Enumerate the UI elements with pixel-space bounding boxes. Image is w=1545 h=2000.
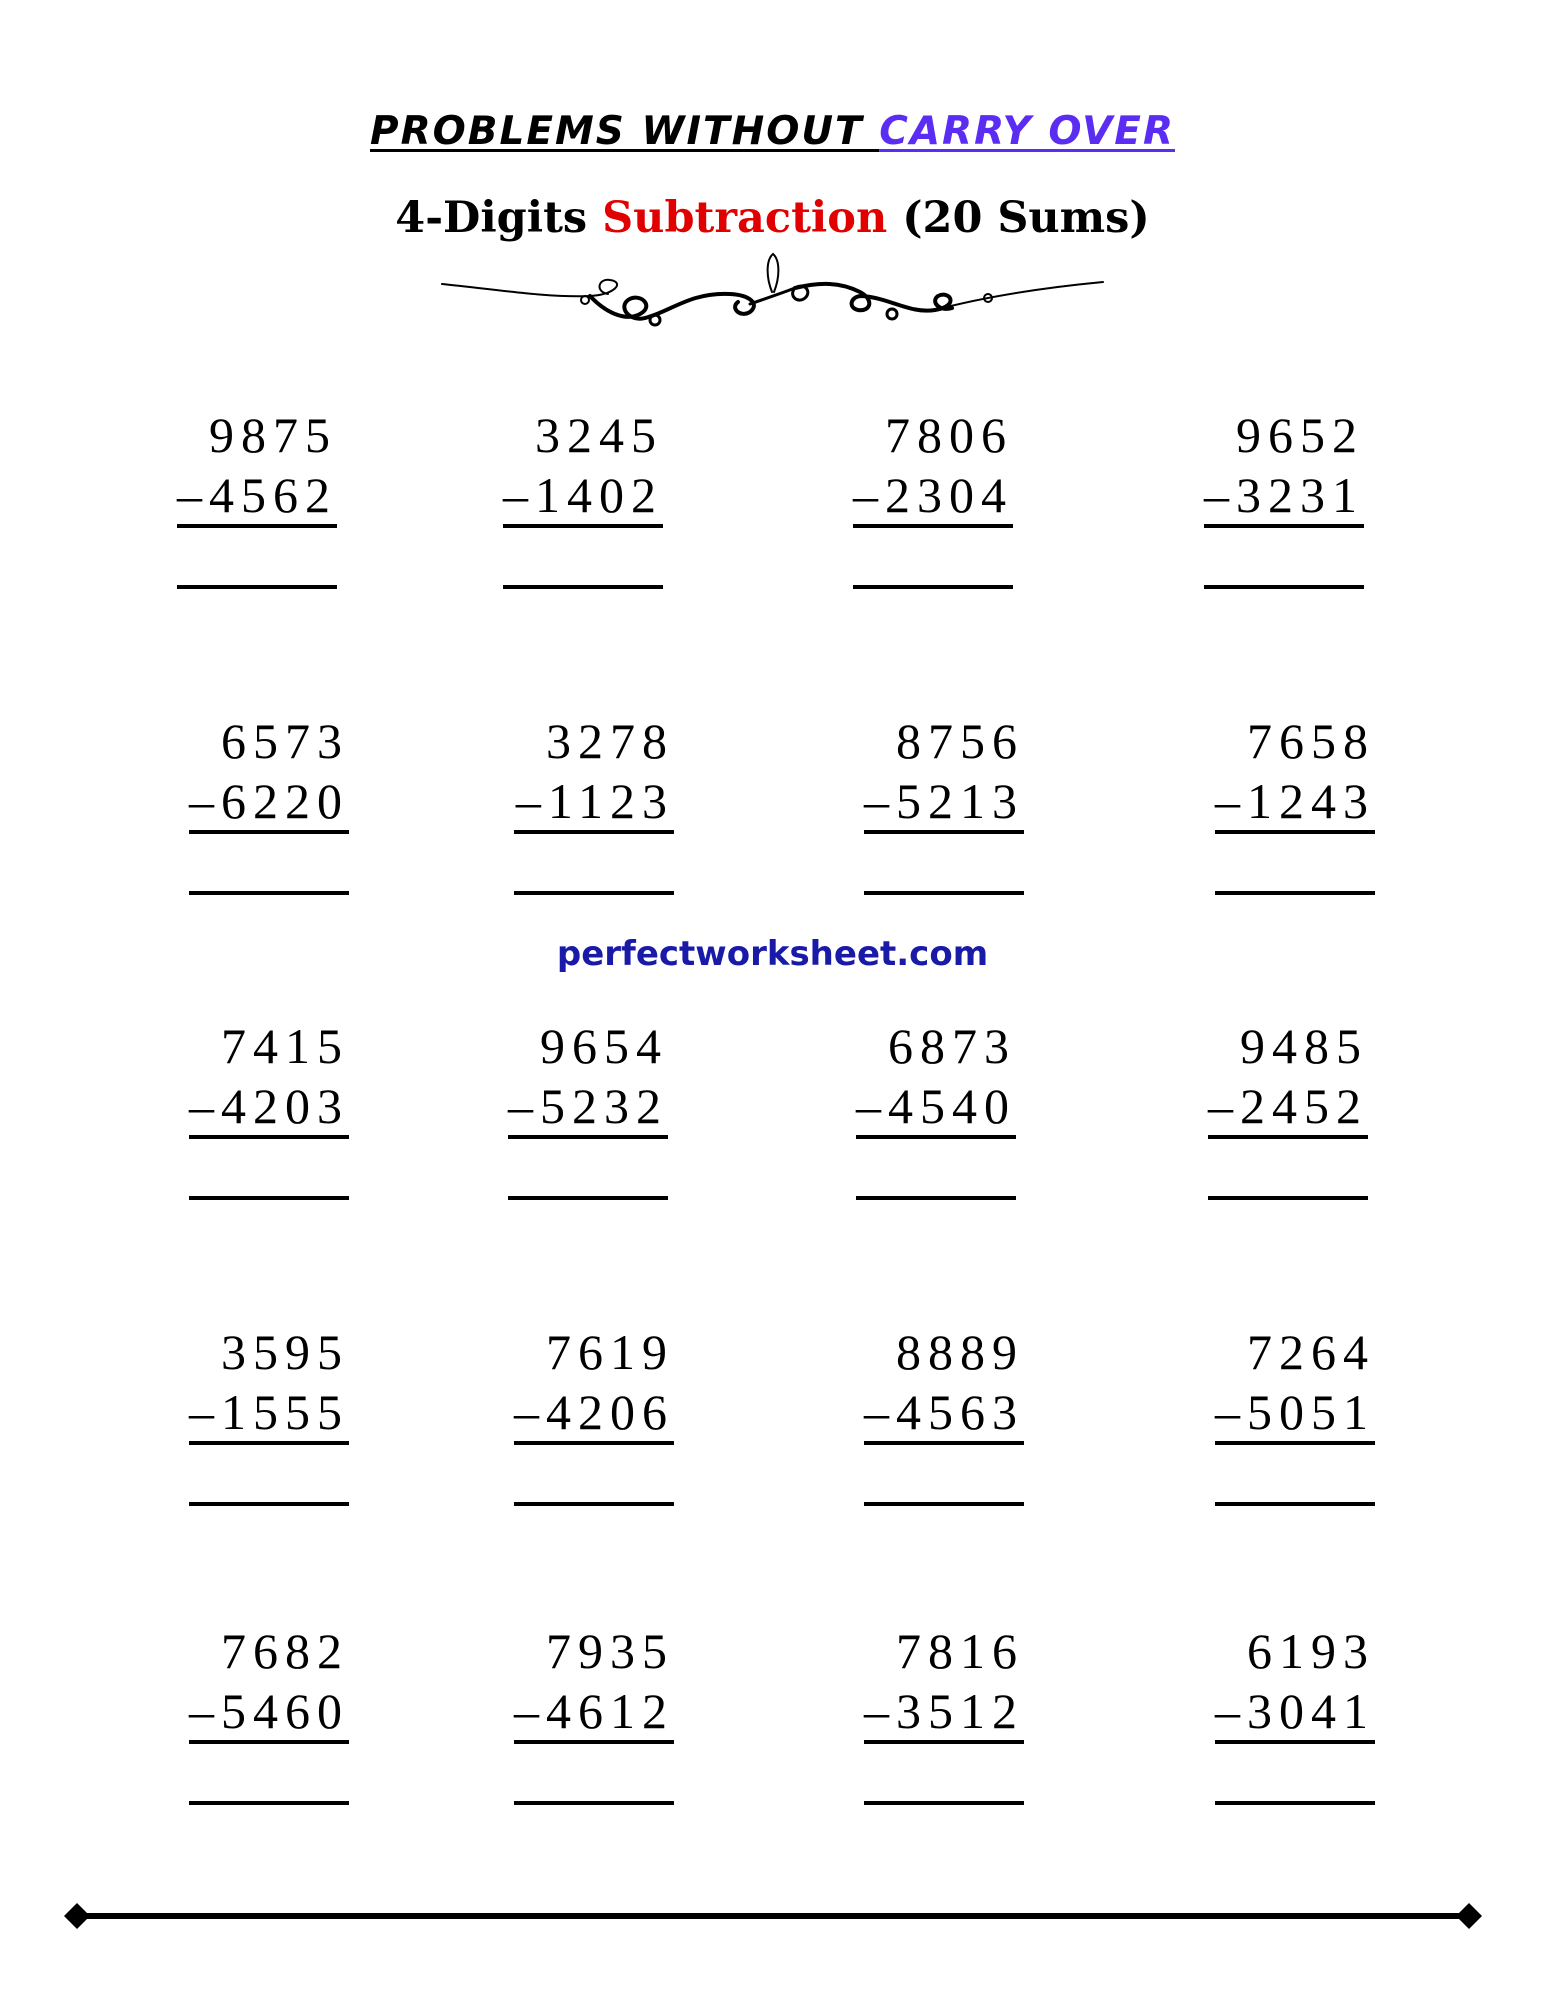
operation-line bbox=[189, 1441, 349, 1445]
subtrahend: –6220 bbox=[189, 773, 349, 829]
minuend: 7935 bbox=[546, 1623, 674, 1679]
answer-blank[interactable] bbox=[1215, 1801, 1375, 1805]
subheading-text-4-digits: 4-Digits bbox=[395, 193, 603, 243]
subtraction-problem bbox=[853, 405, 1013, 585]
ornament-divider-icon bbox=[440, 252, 1105, 342]
operation-line bbox=[1204, 524, 1364, 528]
subtrahend: –4540 bbox=[856, 1078, 1016, 1134]
operation-line bbox=[864, 1441, 1024, 1445]
answer-blank[interactable] bbox=[514, 891, 674, 895]
operation-line bbox=[189, 830, 349, 834]
heading-text-carry-over: CARRY OVER bbox=[879, 109, 1175, 154]
minuend: 8756 bbox=[896, 713, 1024, 769]
minuend: 7619 bbox=[546, 1324, 674, 1380]
subtrahend: –1243 bbox=[1215, 773, 1375, 829]
subtraction-problem bbox=[864, 711, 1024, 891]
subtrahend: –2452 bbox=[1208, 1078, 1368, 1134]
minuend: 8889 bbox=[896, 1324, 1024, 1380]
operation-line bbox=[177, 524, 337, 528]
answer-blank[interactable] bbox=[177, 585, 337, 589]
answer-blank[interactable] bbox=[1215, 891, 1375, 895]
minuend: 6873 bbox=[888, 1018, 1016, 1074]
subtraction-problem bbox=[514, 1621, 674, 1801]
answer-blank[interactable] bbox=[853, 585, 1013, 589]
minuend: 6573 bbox=[221, 713, 349, 769]
operation-line bbox=[864, 1740, 1024, 1744]
subtraction-problem bbox=[1215, 1621, 1375, 1801]
answer-blank[interactable] bbox=[514, 1502, 674, 1506]
subtraction-problem bbox=[189, 1016, 349, 1196]
operation-line bbox=[503, 524, 663, 528]
answer-blank[interactable] bbox=[189, 1502, 349, 1506]
operation-line bbox=[508, 1135, 668, 1139]
answer-blank[interactable] bbox=[1208, 1196, 1368, 1200]
subheading-text-20-sums: (20 Sums) bbox=[887, 193, 1150, 243]
subtrahend: –4203 bbox=[189, 1078, 349, 1134]
minuend: 7682 bbox=[221, 1623, 349, 1679]
minuend: 9485 bbox=[1240, 1018, 1368, 1074]
answer-blank[interactable] bbox=[508, 1196, 668, 1200]
minuend: 9654 bbox=[540, 1018, 668, 1074]
subtrahend: –1123 bbox=[515, 773, 674, 829]
minuend: 7806 bbox=[885, 407, 1013, 463]
minuend: 3245 bbox=[535, 407, 663, 463]
subtraction-problem bbox=[1215, 1322, 1375, 1502]
operation-line bbox=[1215, 1740, 1375, 1744]
subtraction-problem bbox=[514, 711, 674, 891]
minuend: 7658 bbox=[1247, 713, 1375, 769]
subtrahend: –5460 bbox=[189, 1683, 349, 1739]
operation-line bbox=[856, 1135, 1016, 1139]
answer-blank[interactable] bbox=[856, 1196, 1016, 1200]
subtrahend: –2304 bbox=[853, 467, 1013, 523]
answer-blank[interactable] bbox=[864, 1502, 1024, 1506]
operation-line bbox=[853, 524, 1013, 528]
operation-line bbox=[189, 1135, 349, 1139]
answer-blank[interactable] bbox=[864, 1801, 1024, 1805]
subtrahend: –3512 bbox=[864, 1683, 1024, 1739]
minuend: 7816 bbox=[896, 1623, 1024, 1679]
subtrahend: –1555 bbox=[189, 1384, 349, 1440]
subtraction-problem bbox=[503, 405, 663, 585]
subtraction-problem bbox=[177, 405, 337, 585]
answer-blank[interactable] bbox=[514, 1801, 674, 1805]
footer-rule-icon bbox=[64, 1903, 1482, 1929]
heading-text-problems-without: PROBLEMS WITHOUT bbox=[370, 109, 880, 154]
subtraction-problem bbox=[864, 1322, 1024, 1502]
operation-line bbox=[514, 1441, 674, 1445]
subtrahend: –5051 bbox=[1215, 1384, 1375, 1440]
subtraction-problem bbox=[864, 1621, 1024, 1801]
subtrahend: –5232 bbox=[508, 1078, 668, 1134]
website-credit: perfectworksheet.com bbox=[556, 934, 989, 974]
answer-blank[interactable] bbox=[503, 585, 663, 589]
minuend: 9875 bbox=[209, 407, 337, 463]
minuend: 9652 bbox=[1236, 407, 1364, 463]
subtrahend: –4563 bbox=[864, 1384, 1024, 1440]
subtrahend: –4612 bbox=[514, 1683, 674, 1739]
answer-blank[interactable] bbox=[1215, 1502, 1375, 1506]
subheading-text-subtraction: Subtraction bbox=[602, 193, 888, 243]
minuend: 7264 bbox=[1247, 1324, 1375, 1380]
subtraction-problem bbox=[189, 1322, 349, 1502]
subtrahend: –3231 bbox=[1204, 467, 1364, 523]
subtrahend: –4562 bbox=[177, 467, 337, 523]
minuend: 3595 bbox=[221, 1324, 349, 1380]
subtrahend: –3041 bbox=[1215, 1683, 1375, 1739]
worksheet-subheading bbox=[0, 186, 1545, 250]
operation-line bbox=[864, 830, 1024, 834]
operation-line bbox=[1215, 830, 1375, 834]
subtraction-problem bbox=[1204, 405, 1364, 585]
subtrahend: –1402 bbox=[503, 467, 663, 523]
operation-line bbox=[514, 1740, 674, 1744]
subtraction-problem bbox=[514, 1322, 674, 1502]
answer-blank[interactable] bbox=[189, 891, 349, 895]
subtraction-problem bbox=[1208, 1016, 1368, 1196]
answer-blank[interactable] bbox=[1204, 585, 1364, 589]
subtraction-problem bbox=[189, 711, 349, 891]
subtraction-problem bbox=[189, 1621, 349, 1801]
worksheet-heading bbox=[0, 102, 1545, 162]
subtraction-problem bbox=[508, 1016, 668, 1196]
subtraction-problem bbox=[856, 1016, 1016, 1196]
minuend: 7415 bbox=[221, 1018, 349, 1074]
operation-line bbox=[1215, 1441, 1375, 1445]
subtrahend: –5213 bbox=[864, 773, 1024, 829]
subtraction-problem bbox=[1215, 711, 1375, 891]
minuend: 6193 bbox=[1247, 1623, 1375, 1679]
operation-line bbox=[189, 1740, 349, 1744]
operation-line bbox=[1208, 1135, 1368, 1139]
minuend: 3278 bbox=[546, 713, 674, 769]
operation-line bbox=[514, 830, 674, 834]
answer-blank[interactable] bbox=[189, 1801, 349, 1805]
subtrahend: –4206 bbox=[514, 1384, 674, 1440]
answer-blank[interactable] bbox=[864, 891, 1024, 895]
answer-blank[interactable] bbox=[189, 1196, 349, 1200]
